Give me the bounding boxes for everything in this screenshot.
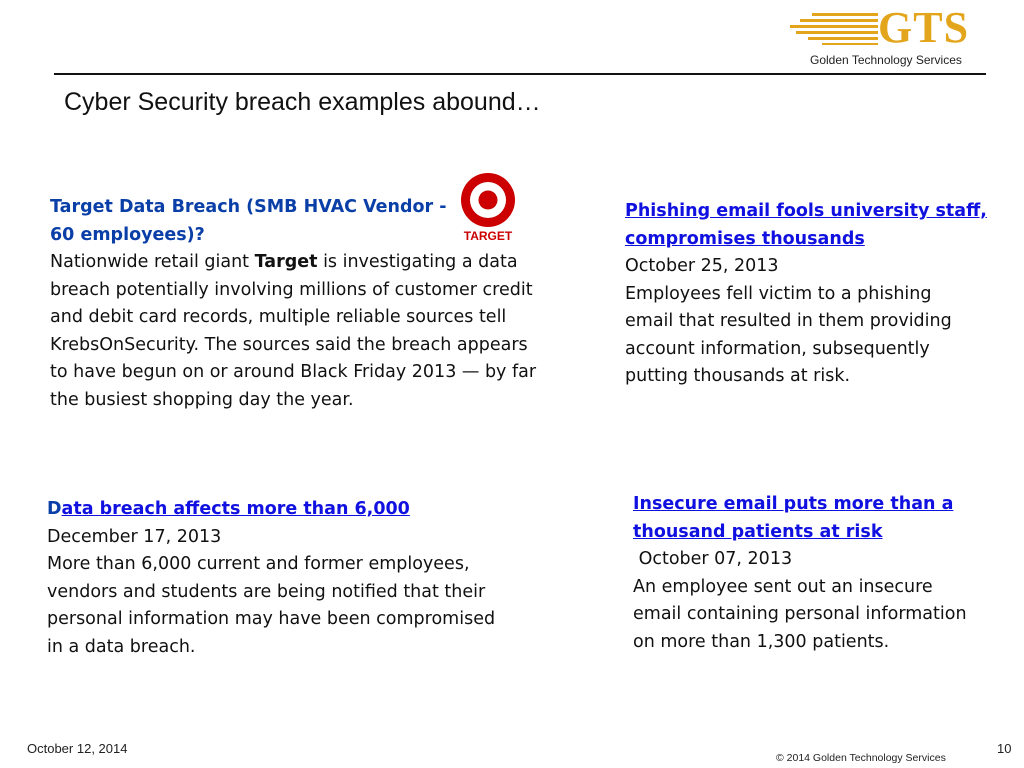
target-body-pre: Nationwide retail giant bbox=[50, 252, 255, 272]
databreach-article-link[interactable]: ata breach affects more than 6,000 bbox=[61, 499, 410, 519]
target-heading-line1: Target Data Breach (SMB HVAC Vendor - bbox=[50, 197, 447, 217]
logo-speed-stripes-icon bbox=[782, 12, 878, 46]
header-divider bbox=[54, 73, 986, 75]
target-body-line: breach potentially involving millions of customer credit bbox=[50, 279, 533, 300]
phishing-article-link-cont[interactable]: compromises thousands bbox=[625, 228, 865, 249]
phishing-body-line: putting thousands at risk. bbox=[625, 366, 851, 386]
phishing-block bbox=[625, 198, 1005, 391]
databreach-body-line: More than 6,000 current and former employees, bbox=[47, 554, 470, 574]
target-logo-text: TARGET bbox=[463, 229, 513, 243]
target-body-line: to have begun on or around Black Friday 2013 — by far bbox=[50, 362, 537, 382]
target-body-line: KrebsOnSecurity. The sources said the breach appears bbox=[50, 334, 528, 355]
databreach-date: December 17, 2013 bbox=[47, 526, 222, 547]
target-bullseye-logo bbox=[458, 172, 520, 244]
email-body-line: email containing personal information bbox=[633, 604, 967, 624]
email-article-link-cont[interactable]: thousand patients at risk bbox=[633, 521, 883, 542]
phishing-article-link[interactable]: Phishing email fools university staff, bbox=[625, 201, 987, 221]
target-body-line: and debit card records, multiple reliable sources tell bbox=[50, 307, 507, 327]
gts-logo bbox=[782, 3, 982, 70]
databreach-initial: D bbox=[47, 499, 62, 519]
email-body-line: on more than 1,300 patients. bbox=[633, 631, 890, 652]
data-breach-block bbox=[47, 496, 567, 661]
databreach-body-line: personal information may have been compromised bbox=[47, 609, 496, 629]
logo-company-name: Golden Technology Services bbox=[810, 53, 962, 67]
slide-title: Cyber Security breach examples abound… bbox=[64, 88, 541, 116]
phishing-body-line: email that resulted in them providing bbox=[625, 311, 952, 331]
target-body-bold: Target bbox=[254, 252, 318, 272]
target-body-post: is investigating a data bbox=[317, 252, 518, 272]
footer-date: October 12, 2014 bbox=[27, 741, 128, 756]
databreach-body-line: vendors and students are being notified that their bbox=[47, 581, 486, 602]
target-heading-line2: 60 employees)? bbox=[50, 224, 205, 245]
insecure-email-block bbox=[633, 491, 1013, 656]
page-number: 10 bbox=[997, 741, 1012, 756]
target-body-line: the busiest shopping day the year. bbox=[50, 389, 354, 410]
phishing-body-line: account information, subsequently bbox=[625, 338, 930, 359]
databreach-body-line: in a data breach. bbox=[47, 636, 196, 657]
target-body-line1 bbox=[50, 249, 590, 277]
phishing-date: October 25, 2013 bbox=[625, 256, 779, 276]
logo-mark: GTS bbox=[878, 3, 970, 52]
email-article-link[interactable]: Insecure email puts more than a bbox=[633, 494, 954, 514]
email-date: October 07, 2013 bbox=[633, 549, 793, 569]
footer-copyright: © 2014 Golden Technology Services bbox=[776, 752, 946, 764]
email-body-line: An employee sent out an insecure bbox=[633, 576, 933, 597]
phishing-body-line: Employees fell victim to a phishing bbox=[625, 283, 932, 304]
